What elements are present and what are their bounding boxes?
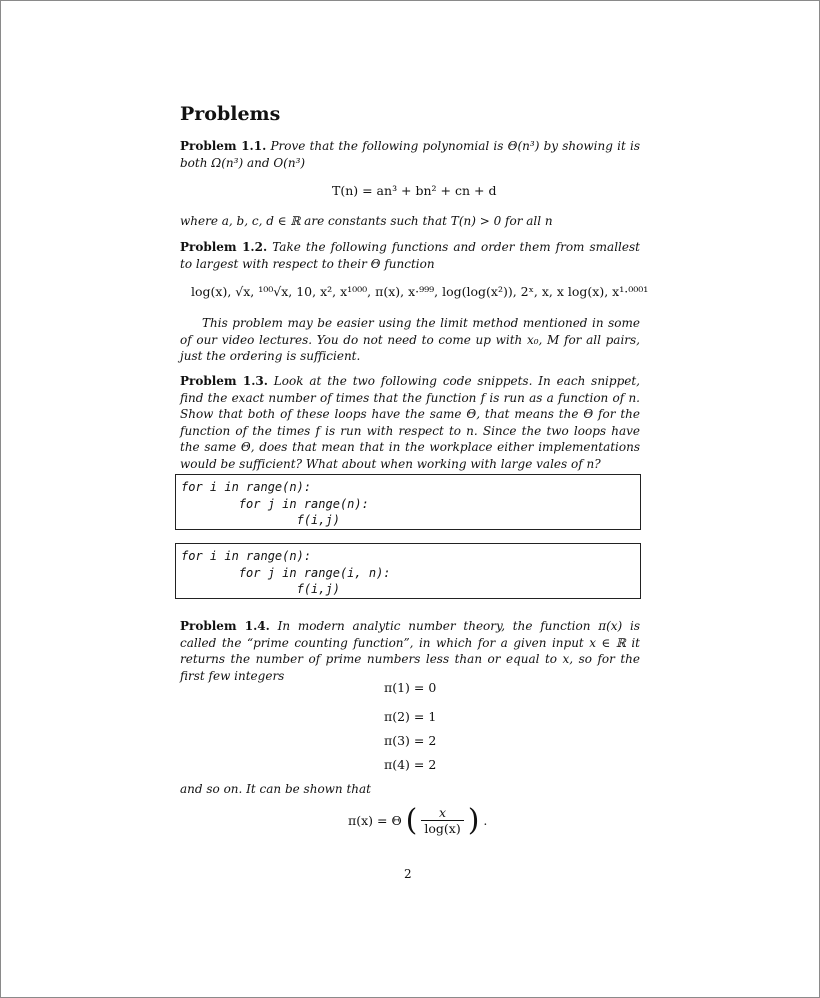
section-title: Problems: [180, 103, 281, 125]
problem-1-1-conditions: where a, b, c, d ∈ ℝ are constants such that T(n) > 0 for all n: [180, 214, 553, 228]
code-2-line-3: f(i,j): [181, 582, 340, 596]
prime-number-theorem-equation: [348, 803, 487, 843]
problem-1-2-function-list: log(x), √x, ¹⁰⁰√x, 10, x², x¹⁰⁰⁰, π(x), x·⁹⁹⁹, log(log(x²)), 2ˣ, x, x log(x), x¹·⁰⁰⁰¹: [191, 284, 649, 299]
pnt-denominator: log(x): [424, 821, 461, 836]
left-paren-icon: (: [405, 803, 418, 838]
problem-1-2-label: Problem 1.2.: [180, 240, 268, 254]
code-2-line-1: for i in range(n):: [181, 549, 312, 563]
problem-1-4-statement: [180, 618, 640, 684]
problem-1-3-statement: [180, 373, 640, 472]
code-1-line-2: for j in range(n):: [181, 496, 369, 511]
problem-1-4-text: In modern analytic number theory, the function π(x) is called the “prime counting function”, in which for a given input x ∈ ℝ it returns the number of prime numbers less than or equal to x, so for the first few integers: [180, 619, 640, 683]
code-1-line-1: for i in range(n):: [181, 480, 312, 494]
pnt-period: .: [483, 813, 488, 828]
problem-1-3-label: Problem 1.3.: [180, 374, 268, 388]
prime-count-value-4: π(4) = 2: [384, 757, 437, 772]
code-snippet-1: [175, 474, 641, 530]
problem-1-4-continuation: and so on. It can be shown that: [180, 782, 372, 796]
pnt-lhs: π(x) = Θ: [348, 813, 402, 828]
prime-count-value-1: π(1) = 0: [384, 680, 437, 695]
code-1-line-3: f(i,j): [181, 513, 340, 527]
problem-1-4-label: Problem 1.4.: [180, 619, 270, 633]
page-number: 2: [404, 867, 412, 881]
problem-1-2-note: This problem may be easier using the limit method mentioned in some of our video lectures. You do not need to come up with x₀, M for all pairs, just the ordering is sufficient.: [180, 316, 640, 363]
problem-1-1-equation: T(n) = an³ + bn² + cn + d: [332, 183, 497, 198]
pnt-fraction: [421, 805, 463, 836]
right-paren-icon: ): [467, 803, 480, 838]
problem-1-2-statement: [180, 239, 640, 272]
problem-1-1-label: Problem 1.1.: [180, 139, 267, 153]
prime-count-value-3: π(3) = 2: [384, 733, 437, 748]
code-snippet-2: [175, 543, 641, 599]
pnt-numerator: x: [421, 805, 463, 821]
prime-count-value-2: π(2) = 1: [384, 709, 437, 724]
problem-1-3-text: Look at the two following code snippets. In each snippet, find the exact number of times that the function f is run as a function of n. Show that both of these loops have the same Θ, that means the Θ for the function of the times f is run with respect to n. Since the two loops have the same Θ, does that mean that in the workplace either implementations would be sufficient? What about when working with large vales of n?: [180, 374, 640, 471]
code-2-line-2: for j in range(i, n):: [181, 565, 391, 580]
problem-1-1-statement: [180, 138, 640, 171]
problem-1-1-text: Prove that the following polynomial is Θ(n³) by showing it is both Ω(n³) and O(n³): [180, 139, 640, 170]
problem-1-2-text: Take the following functions and order them from smallest to largest with respect to their Θ function: [180, 240, 640, 271]
